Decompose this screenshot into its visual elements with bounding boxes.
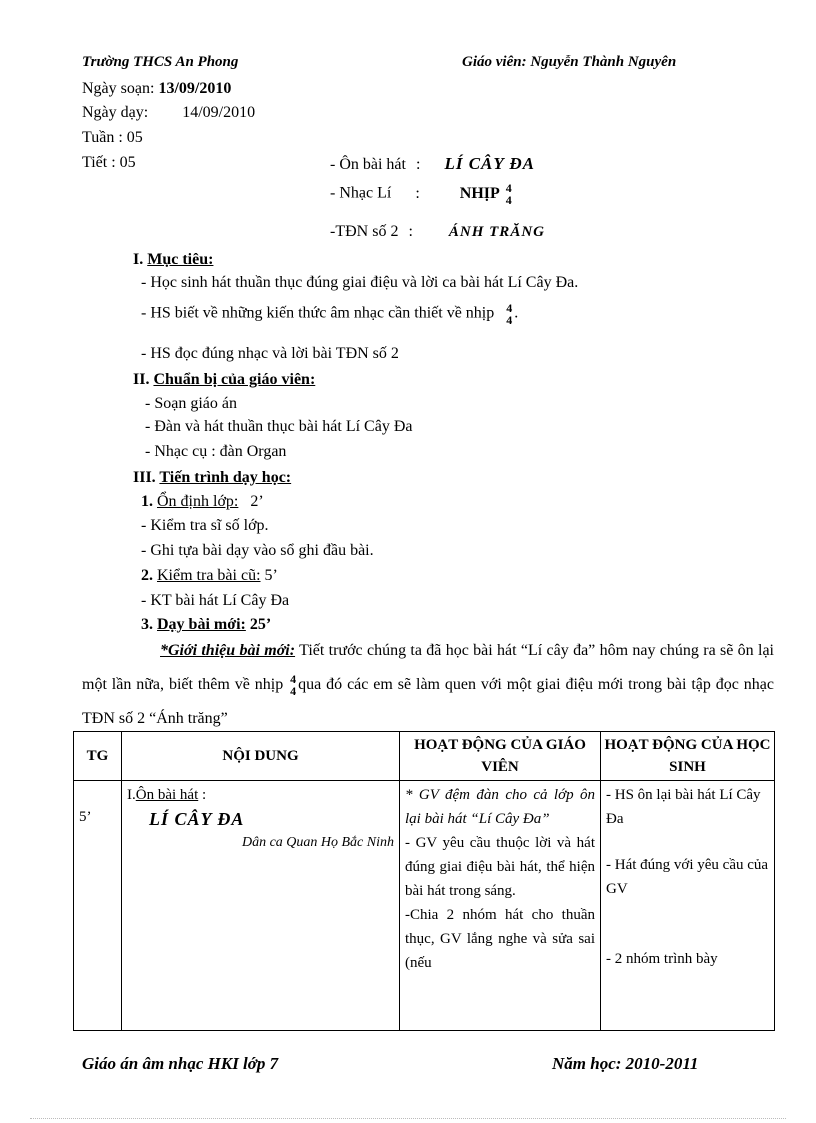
teacher-activity-1: * GV đệm đàn cho cả lớp ôn lại bài hát “Lí Cây Đa”: [405, 787, 595, 827]
prep-heading-text: Chuẩn bị của giáo viên:: [153, 371, 316, 388]
step-2: [141, 567, 278, 585]
teacher-activity-2: - GV yêu cầu thuộc lời và hát đúng giai điệu bài hát, thể hiện bài hát trong sáng.: [405, 835, 595, 899]
time-signature: [506, 302, 512, 326]
topic-song-title: LÍ CÂY ĐA: [444, 154, 535, 173]
step-1-item-b: - Ghi tựa bài dạy vào sổ ghi đầu bài.: [141, 542, 374, 559]
objectives-heading: [133, 251, 213, 269]
student-activity-2: - Hát đúng với yêu cầu của GV: [606, 857, 769, 897]
row-student-activity: [601, 781, 775, 1031]
prep-heading-num: II.: [133, 371, 150, 388]
step-1-item-a: - Kiểm tra sĩ số lớp.: [141, 517, 269, 534]
objectives-heading-text: Mục tiêu:: [147, 251, 214, 268]
process-heading-num: III.: [133, 469, 156, 486]
objective-2-text: - HS biết về những kiến thức âm nhạc cần thiết về nhịp: [141, 304, 495, 322]
prep-item-2: - Đàn và hát thuần thục bài hát Lí Cây Đa: [145, 418, 413, 435]
school-name: Trường THCS An Phong: [82, 54, 239, 70]
page-bottom-rule: [30, 1118, 786, 1119]
topic-reading-title: ÁNH TRĂNG: [448, 224, 545, 240]
process-heading: [133, 469, 291, 487]
prep-date-value: 13/09/2010: [158, 80, 232, 97]
time-signature-bottom: 4: [505, 193, 512, 207]
footer-right: Năm học: 2010-2011: [552, 1054, 699, 1073]
step-1: [141, 493, 264, 511]
step-2-item-a: - KT bài hát Lí Cây Đa: [141, 592, 290, 609]
intro-paragraph: [82, 634, 774, 736]
student-activity-3: - 2 nhóm trình bày: [606, 951, 718, 967]
content-heading-num: I.: [127, 787, 136, 803]
step-2-title: Kiểm tra bài cũ:: [157, 567, 261, 584]
process-heading-text: Tiến trình dạy học:: [159, 469, 292, 486]
teacher-activity-3: -Chia 2 nhóm hát cho thuần thục, GV lắng nghe và sửa sai (nếu: [405, 907, 595, 971]
topic-theory-label: - Nhạc Lí: [330, 184, 392, 202]
time-signature-bottom: 4: [290, 684, 297, 699]
spacer: [606, 831, 769, 853]
step-1-num: 1.: [141, 493, 153, 510]
topic-reading-sep: :: [408, 223, 413, 240]
teach-date-line: [82, 104, 255, 122]
song-origin: Dân ca Quan Họ Bắc Ninh: [241, 835, 394, 850]
song-title: LÍ CÂY ĐA: [149, 809, 245, 829]
intro-text-2: qua đó các em sẽ làm quen với một giai điệu mới trong bài tập đọc nhạc TĐN số 2 “Ánh trăng”: [82, 676, 775, 727]
col-header-teacher: HOẠT ĐỘNG CỦA GIÁO VIÊN: [400, 732, 601, 781]
topic-theory: [330, 182, 514, 206]
topic-theory-sep: :: [415, 184, 420, 202]
row-content: [122, 781, 400, 1031]
col-header-content: NỘI DUNG: [122, 732, 400, 781]
row-teacher-activity: [400, 781, 601, 1031]
teacher-name: Giáo viên: Nguyễn Thành Nguyên: [462, 54, 677, 70]
step-3-title: Dạy bài mới:: [157, 616, 246, 633]
step-1-title: Ổn định lớp:: [157, 493, 239, 510]
col-header-student: HOẠT ĐỘNG CỦA HỌC SINH: [601, 732, 775, 781]
content-heading-text: Ôn bài hát: [135, 787, 199, 803]
objective-2-end: .: [514, 304, 519, 322]
col-header-tg: TG: [74, 732, 122, 781]
week-line: Tuần : 05: [82, 129, 143, 146]
time-signature-top: 4: [505, 181, 512, 195]
topic-song-label: - Ôn bài hát: [330, 156, 406, 173]
student-activity-1: - HS ôn lại bài hát Lí Cây Đa: [606, 787, 761, 827]
teach-date-value: 14/09/2010: [182, 104, 256, 121]
row-tg: 5’: [74, 781, 122, 1031]
time-signature: [506, 182, 512, 206]
step-3: [141, 616, 271, 634]
step-2-num: 2.: [141, 567, 153, 584]
footer-left: Giáo án âm nhạc HKI lớp 7: [82, 1054, 279, 1073]
lesson-table: [73, 731, 775, 1031]
prep-item-3: - Nhạc cụ : đàn Organ: [145, 443, 287, 460]
objective-2: [141, 302, 518, 326]
intro-label: *Giới thiệu bài mới:: [160, 642, 296, 659]
period-line: Tiết : 05: [82, 154, 136, 171]
table-header-row: [74, 732, 775, 781]
table-row: [74, 781, 775, 1031]
prep-item-1: - Soạn giáo án: [145, 395, 237, 412]
time-signature: [290, 673, 296, 697]
topic-song: [330, 154, 535, 174]
intro-text-1: Tiết trước chúng ta đã học bài hát “Lí cây đa” hôm nay chúng ra sẽ ôn lại một lần nữa, biết thêm về nhịp: [82, 642, 774, 693]
prep-date-line: [82, 80, 231, 98]
topic-theory-title: NHỊP: [459, 184, 500, 202]
topic-reading-label: -TĐN số 2: [330, 223, 399, 240]
topic-song-sep: :: [415, 156, 421, 173]
prep-date-label: Ngày soạn:: [82, 80, 155, 97]
time-signature-top: 4: [290, 672, 297, 687]
objective-1: - Học sinh hát thuần thục đúng giai điệu và lời ca bài hát Lí Cây Đa.: [141, 274, 579, 291]
content-heading: [127, 783, 394, 807]
spacer: [606, 901, 769, 947]
time-signature-top: 4: [506, 301, 513, 315]
topic-reading: [330, 223, 545, 241]
step-1-time: 2’: [250, 493, 264, 510]
prep-heading: [133, 371, 315, 389]
time-signature-bottom: 4: [506, 313, 513, 327]
objective-3: - HS đọc đúng nhạc và lời bài TĐN số 2: [141, 345, 399, 362]
step-3-num: 3.: [141, 616, 153, 633]
step-3-time: 25’: [249, 616, 272, 633]
step-2-time: 5’: [264, 567, 278, 584]
teach-date-label: Ngày dạy:: [82, 104, 149, 121]
content-heading-colon: :: [198, 787, 207, 803]
objectives-heading-num: I.: [133, 251, 144, 268]
